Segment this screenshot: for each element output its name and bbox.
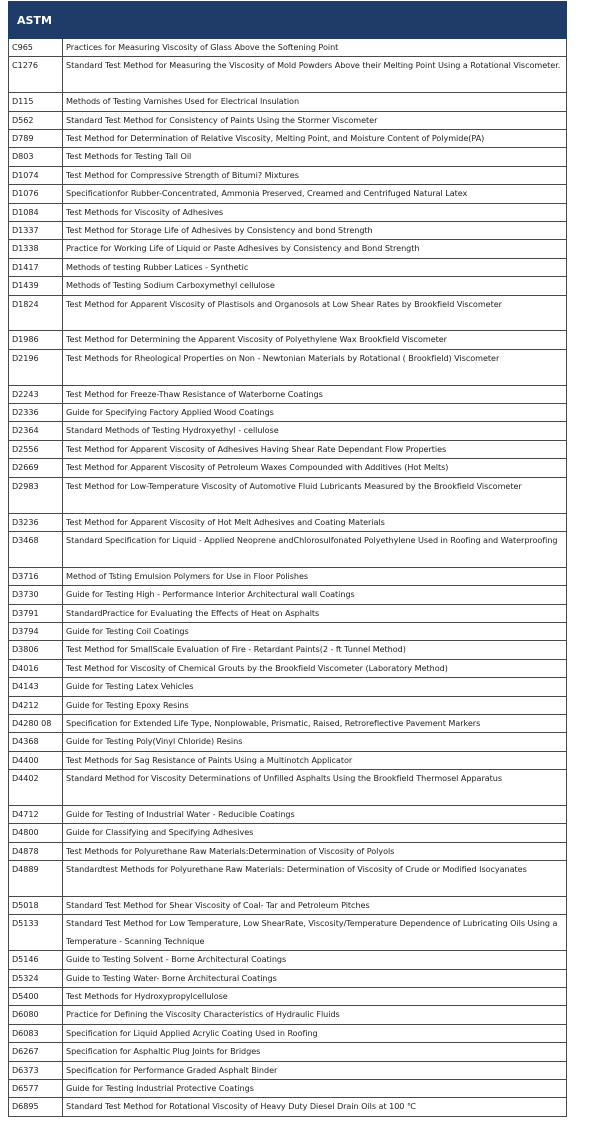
astm-code-cell: D3806 [9,641,63,659]
astm-code-cell: D3730 [9,586,63,604]
table-header-row [9,2,567,39]
astm-code-cell: D6267 [9,1043,63,1061]
astm-code-cell: D4400 [9,751,63,769]
astm-code-cell: D1076 [9,185,63,203]
astm-code-cell: D1417 [9,258,63,276]
table-row [9,659,567,677]
astm-code-cell: D2336 [9,404,63,422]
standard-title-cell: Guide for Testing Industrial Protective Coatings [63,1080,567,1098]
table-row [9,696,567,714]
standard-title-cell: Standard Test Method for Measuring the Viscosity of Mold Powders Above their Melting Point Using a Rotational Viscometer. [63,57,567,93]
table-row [9,1024,567,1042]
astm-code-cell: D1084 [9,203,63,221]
standard-title-cell: Standardtest Methods for Polyurethane Raw Materials: Determination of Viscosity of Crude or Modified Isocyanates [63,861,567,897]
table-row [9,751,567,769]
standard-title-cell: Test Methods for Rheological Properties on Non - Newtonian Materials by Rotational ( Brookfield) Viscometer [63,349,567,385]
standard-title-cell: Guide for Testing Coil Coatings [63,622,567,640]
table-row [9,641,567,659]
standard-title-cell: Methods of testing Rubber Latices - Synthetic [63,258,567,276]
table-body [9,39,567,1117]
table-row [9,185,567,203]
table-row [9,531,567,567]
table-row [9,951,567,969]
standard-title-cell: Standard Test Method for Shear Viscosity of Coal- Tar and Petroleum Pitches [63,896,567,914]
astm-code-cell: D5146 [9,951,63,969]
astm-code-cell: C1276 [9,57,63,93]
standard-title-cell: Standard Test Method for Consistency of Paints Using the Stormer Viscometer [63,111,567,129]
standard-title-cell: Specification for Asphaltic Plug Joints for Bridges [63,1043,567,1061]
standard-title-cell: Standard Method for Viscosity Determinations of Unfilled Asphalts Using the Brookfield Thermosel Apparatus [63,770,567,806]
table-row [9,733,567,751]
astm-code-cell: D1824 [9,295,63,331]
astm-code-cell: D3236 [9,513,63,531]
table-row [9,604,567,622]
standard-title-cell: Test Method for Low-Temperature Viscosity of Automotive Fluid Lubricants Measured by the Brookfield Viscometer [63,477,567,513]
table-row [9,586,567,604]
table-row [9,148,567,166]
table-row [9,57,567,93]
astm-code-cell: D4016 [9,659,63,677]
standard-title-cell: Specificationfor Rubber-Concentrated, Ammonia Preserved, Creamed and Centrifuged Natural Latex [63,185,567,203]
table-row [9,1006,567,1024]
standard-title-cell: Test Methods for Hydroxypropylcellulose [63,988,567,1006]
astm-code-cell: D2669 [9,459,63,477]
astm-code-cell: D5018 [9,896,63,914]
astm-code-cell: D4878 [9,842,63,860]
table-row [9,770,567,806]
astm-code-cell: D4212 [9,696,63,714]
table-row [9,331,567,349]
astm-code-cell: D1074 [9,166,63,184]
standard-title-cell: Guide to Testing Solvent - Borne Architectural Coatings [63,951,567,969]
standard-title-cell: Guide for Testing High - Performance Interior Architectural wall Coatings [63,586,567,604]
table-row [9,349,567,385]
astm-code-cell: D5133 [9,915,63,951]
table-row [9,385,567,403]
table-row [9,240,567,258]
astm-code-cell: D1439 [9,277,63,295]
astm-code-cell: D4889 [9,861,63,897]
table-row [9,1080,567,1098]
astm-code-cell: D4280 08 [9,714,63,732]
table-row [9,824,567,842]
table-row [9,969,567,987]
standard-title-cell: Guide for Classifying and Specifying Adhesives [63,824,567,842]
table-row [9,1061,567,1079]
standard-title-cell: Standard Methods of Testing Hydroxyethyl - cellulose [63,422,567,440]
table-row [9,39,567,57]
standard-title-cell: Specification for Performance Graded Asphalt Binder [63,1061,567,1079]
table-row [9,567,567,585]
standard-title-cell: Test Method for Apparent Viscosity of Adhesives Having Shear Rate Dependant Flow Properties [63,440,567,458]
astm-code-cell: D6577 [9,1080,63,1098]
table-row [9,622,567,640]
standard-title-cell: Test Method for Viscosity of Chemical Grouts by the Brookfield Viscometer (Laboratory Method) [63,659,567,677]
astm-code-cell: D562 [9,111,63,129]
table-row [9,222,567,240]
table-row [9,422,567,440]
standard-title-cell: Test Methods for Testing Tall Oil [63,148,567,166]
table-row [9,203,567,221]
astm-code-cell: D4712 [9,805,63,823]
standard-title-cell: Practice for Defining the Viscosity Characteristics of Hydraulic Fluids [63,1006,567,1024]
table-row [9,404,567,422]
header-title [63,2,567,39]
table-row [9,459,567,477]
header-astm: ASTM [9,2,63,39]
astm-code-cell: D2983 [9,477,63,513]
standard-title-cell: Guide for Testing of Industrial Water - Reducible Coatings [63,805,567,823]
table-row [9,842,567,860]
standard-title-cell: Test Method for Compressive Strength of Bitumi? Mixtures [63,166,567,184]
standard-title-cell: Test Method for Freeze-Thaw Resistance of Waterborne Coatings [63,385,567,403]
table-row [9,277,567,295]
standard-title-cell: Test Method for Apparent Viscosity of Hot Melt Adhesives and Coating Materials [63,513,567,531]
standard-title-cell: Test Method for Apparent Viscosity of Plastisols and Organosols at Low Shear Rates by Brookfield Viscometer [63,295,567,331]
astm-code-cell: D2243 [9,385,63,403]
standard-title-cell: Methods of Testing Sodium Carboxymethyl cellulose [63,277,567,295]
astm-code-cell: D2196 [9,349,63,385]
astm-code-cell: D3468 [9,531,63,567]
astm-code-cell: D5324 [9,969,63,987]
standard-title-cell: Guide to Testing Water- Borne Architectural Coatings [63,969,567,987]
standard-title-cell: Test Method for Determination of Relative Viscosity, Melting Point, and Moisture Content of Polymide(PA) [63,130,567,148]
table-row [9,1043,567,1061]
standard-title-cell: Specification for Liquid Applied Acrylic Coating Used in Roofing [63,1024,567,1042]
astm-code-cell: D789 [9,130,63,148]
standard-title-cell: Standard Test Method for Low Temperature, Low ShearRate, Viscosity/Temperature Dependence of Lubricating Oils Using a Temperature - Scanning Technique [63,915,567,951]
astm-code-cell: D4143 [9,678,63,696]
standard-title-cell: StandardPractice for Evaluating the Effects of Heat on Asphalts [63,604,567,622]
table-row [9,678,567,696]
table-row [9,477,567,513]
table-row [9,111,567,129]
astm-standards-table [8,1,567,1117]
table-row [9,861,567,897]
astm-code-cell: D4402 [9,770,63,806]
table-row [9,440,567,458]
standard-title-cell: Guide for Specifying Factory Applied Wood Coatings [63,404,567,422]
standard-title-cell: Test Methods for Polyurethane Raw Materials:Determination of Viscosity of Polyols [63,842,567,860]
standard-title-cell: Guide for Testing Latex Vehicles [63,678,567,696]
table-row [9,513,567,531]
table-row [9,915,567,951]
standard-title-cell: Standard Test Method for Rotational Viscosity of Heavy Duty Diesel Drain Oils at 100 ℃ [63,1098,567,1116]
astm-code-cell: D803 [9,148,63,166]
astm-code-cell: D115 [9,93,63,111]
standard-title-cell: Test Methods for Viscosity of Adhesives [63,203,567,221]
standard-title-cell: Specification for Extended Life Type, Nonplowable, Prismatic, Raised, Retroreflective Pavement Markers [63,714,567,732]
table-row [9,166,567,184]
standard-title-cell: Test Method for Determining the Apparent Viscosity of Polyethylene Wax Brookfield Viscometer [63,331,567,349]
standard-title-cell: Test Method for Apparent Viscosity of Petroleum Waxes Compounded with Additives (Hot Melts) [63,459,567,477]
astm-code-cell: D1337 [9,222,63,240]
table-row [9,805,567,823]
astm-code-cell: D1338 [9,240,63,258]
astm-code-cell: C965 [9,39,63,57]
table-row [9,130,567,148]
table-row [9,988,567,1006]
astm-code-cell: D2556 [9,440,63,458]
standard-title-cell: Test Method for Storage Life of Adhesives by Consistency and bond Strength [63,222,567,240]
table-row [9,714,567,732]
standard-title-cell: Practices for Measuring Viscosity of Glass Above the Softening Point [63,39,567,57]
astm-code-cell: D6895 [9,1098,63,1116]
astm-code-cell: D3716 [9,567,63,585]
astm-code-cell: D6373 [9,1061,63,1079]
standard-title-cell: Method of Tsting Emulsion Polymers for Use in Floor Polishes [63,567,567,585]
standard-title-cell: Test Method for SmallScale Evaluation of Fire - Retardant Paints(2 - ft Tunnel Method) [63,641,567,659]
astm-code-cell: D4800 [9,824,63,842]
table-row [9,896,567,914]
standard-title-cell: Guide for Testing Poly(Vinyl Chloride) Resins [63,733,567,751]
standard-title-cell: Methods of Testing Varnishes Used for Electrical Insulation [63,93,567,111]
table-row [9,93,567,111]
astm-code-cell: D3794 [9,622,63,640]
astm-code-cell: D5400 [9,988,63,1006]
astm-code-cell: D3791 [9,604,63,622]
standard-title-cell: Test Methods for Sag Resistance of Paints Using a Multinotch Applicator [63,751,567,769]
table-row [9,1098,567,1116]
standard-title-cell: Standard Specification for Liquid - Applied Neoprene andChlorosulfonated Polyethylene Used in Roofing and Waterproofing [63,531,567,567]
astm-code-cell: D1986 [9,331,63,349]
astm-standards-table-container [8,1,566,1117]
astm-code-cell: D6080 [9,1006,63,1024]
table-row [9,295,567,331]
astm-code-cell: D2364 [9,422,63,440]
astm-code-cell: D4368 [9,733,63,751]
standard-title-cell: Guide for Testing Epoxy Resins [63,696,567,714]
table-row [9,258,567,276]
standard-title-cell: Practice for Working Life of Liquid or Paste Adhesives by Consistency and Bond Strength [63,240,567,258]
astm-code-cell: D6083 [9,1024,63,1042]
